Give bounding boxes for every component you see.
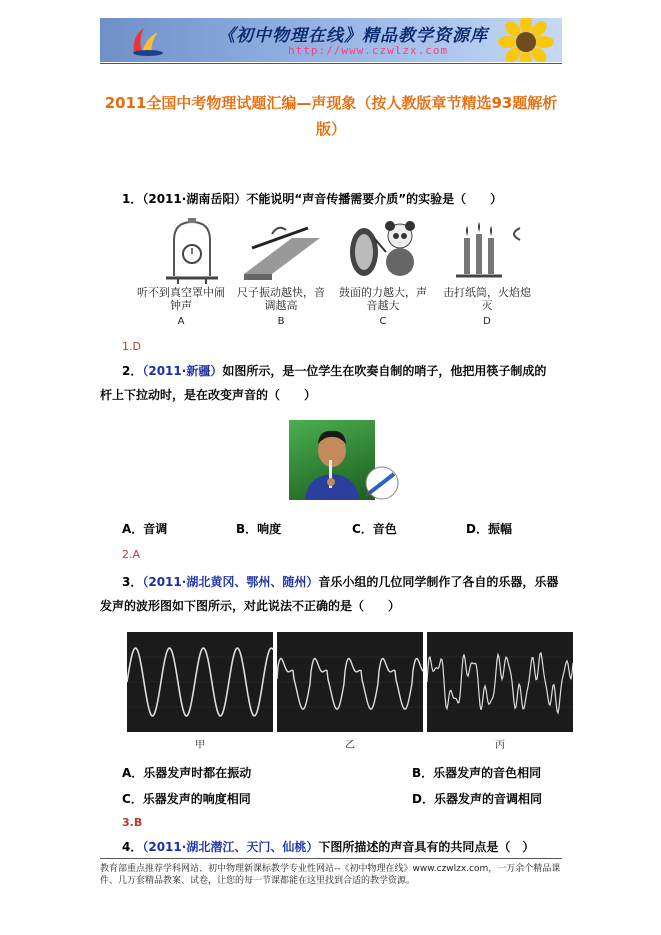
- candle-tube-icon: [450, 218, 530, 284]
- page-footer: 教育部重点推荐学科网站、初中物理新课标教学专业性网站--《初中物理在线》www.czwlzx.com，一万余个精品课件、几万套精品教案、试卷，让您的每一节课都能在这里找到合适的教学资源。: [100, 864, 561, 886]
- waveform-figure: [127, 632, 573, 750]
- banner-url[interactable]: http://www.czwlzx.com: [288, 44, 449, 57]
- figure-caption: 听不到真空罩中闹钟声: [137, 286, 225, 312]
- waveform-label-1: 甲: [195, 740, 205, 751]
- waveform-panel-2: [277, 632, 423, 732]
- question-stem: 不能说明“声音传播需要介质”的实验是（ ）: [246, 192, 503, 206]
- question-number: 3．: [122, 575, 143, 589]
- question-3: [100, 570, 562, 618]
- waveform-label-3: 丙: [495, 740, 505, 751]
- waveform-2: [277, 632, 423, 732]
- bell-jar-icon: [162, 218, 222, 284]
- waveform-panel-1: [127, 632, 273, 732]
- site-banner: [100, 18, 562, 62]
- answer-1: 1.D: [122, 340, 141, 353]
- q1-figure: [137, 216, 531, 328]
- banner-title: 《初中物理在线》精品教学资源库: [218, 26, 488, 46]
- question-number: 4．: [122, 840, 143, 854]
- q3-option-b: B．乐器发声的音色相同: [412, 766, 542, 780]
- waveform-1: [127, 632, 273, 732]
- waveform-3: [427, 632, 573, 732]
- question-1: [122, 190, 502, 207]
- figure-caption: 尺子振动越快，音调越高: [237, 286, 325, 312]
- question-2: [100, 359, 562, 407]
- figure-caption: 鼓面的力越大，声音越大: [339, 286, 427, 312]
- q3-option-d: D．乐器发声的音调相同: [412, 792, 542, 806]
- q2-option-b: B．响度: [236, 522, 282, 536]
- question-stem: 如图所示，是一位学生在吹奏自制的哨子，他把用筷子制成的 杆上下拉动时，是在改变声音的（ ）: [100, 364, 559, 402]
- q2-option-a: A．音调: [122, 522, 168, 536]
- waveform-panel-3: [427, 632, 573, 732]
- q3-option-a: A．乐器发声时都在振动: [122, 766, 252, 780]
- whistle-icon: [362, 466, 402, 500]
- question-number: 1．: [122, 192, 143, 206]
- drum-panda-icon: [346, 218, 426, 284]
- question-source: （2011·新疆）: [142, 364, 223, 378]
- question-source: （2011·湖北潜江、天门、仙桃）: [142, 840, 319, 854]
- waveform-label-2: 乙: [345, 740, 355, 751]
- answer-2: 2.A: [122, 548, 141, 561]
- vibrating-ruler-icon: [242, 218, 322, 284]
- document-title: 2011全国中考物理试题汇编—声现象（按人教版章节精选93题解析版）: [104, 94, 558, 138]
- q2-option-d: D．振幅: [466, 522, 512, 536]
- footer-divider: [100, 858, 562, 859]
- figure-letter: B: [277, 316, 285, 327]
- question-stem: 音乐小组的几位同学制作了各自的乐器，乐器发声的波形图如下图所示，对此说法不正确的是（ ）: [100, 575, 559, 613]
- answer-3: 3.B: [122, 816, 143, 829]
- figure-caption: 击打纸筒，火焰熄灭: [443, 286, 531, 312]
- banner-divider: [100, 63, 562, 64]
- question-number: 2．: [122, 364, 143, 378]
- q2-option-c: C．音色: [352, 522, 397, 536]
- question-4: [122, 838, 534, 855]
- figure-letter: C: [379, 316, 387, 327]
- question-source: （2011·湖南岳阳）: [142, 192, 247, 206]
- question-source: （2011·湖北黄冈、鄂州、随州）: [142, 575, 319, 589]
- figure-letter: A: [177, 316, 185, 327]
- sunflower-icon: [498, 18, 554, 62]
- question-stem: 下图所描述的声音具有的共同点是（ ）: [318, 840, 535, 854]
- q3-option-c: C．乐器发声的响度相同: [122, 792, 251, 806]
- figure-letter: D: [483, 316, 491, 327]
- site-logo-icon: [128, 22, 168, 58]
